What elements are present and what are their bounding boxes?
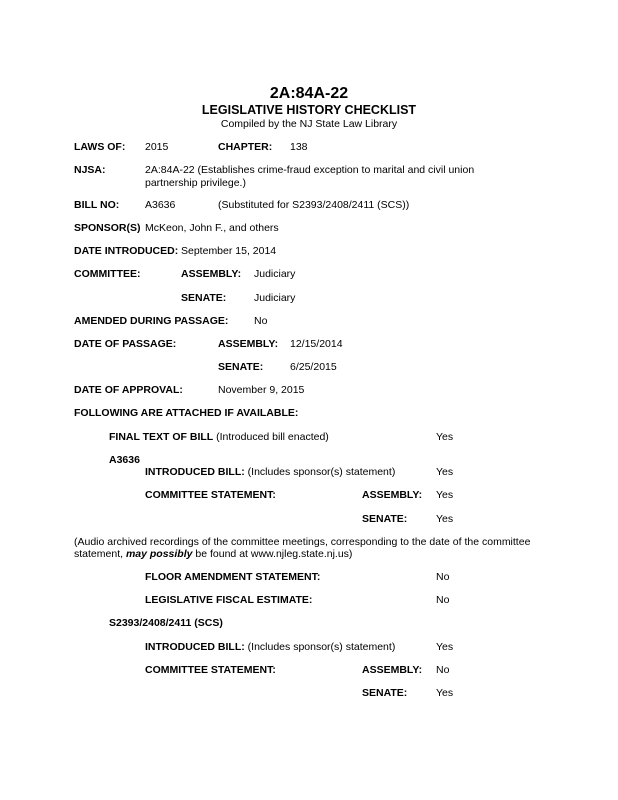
floor-amendment-label: FLOOR AMENDMENT STATEMENT:	[145, 571, 321, 583]
final-text-row	[109, 431, 329, 444]
s2393-senate-value: Yes	[436, 687, 454, 699]
committee-assembly-value: Judiciary	[254, 268, 296, 280]
committee-label: COMMITTEE:	[74, 268, 141, 280]
document-subtitle: LEGISLATIVE HISTORY CHECKLIST	[201, 103, 417, 117]
a3636-introduced-note: (Includes sponsor(s) statement)	[247, 466, 396, 478]
chapter-value: 138	[290, 141, 308, 153]
date-introduced-value: September 15, 2014	[181, 245, 277, 257]
bill-no-value: A3636	[145, 199, 176, 211]
bill-no-note: (Substituted for S2393/2408/2411 (SCS))	[218, 199, 410, 211]
date-of-approval-value: November 9, 2015	[218, 384, 305, 396]
fiscal-estimate-label: LEGISLATIVE FISCAL ESTIMATE:	[145, 594, 313, 606]
s2393-introduced-note: (Includes sponsor(s) statement)	[247, 641, 396, 653]
a3636-introduced-label: INTRODUCED BILL:	[145, 466, 245, 478]
s2393-introduced-label: INTRODUCED BILL:	[145, 641, 245, 653]
date-of-passage-label: DATE OF PASSAGE:	[74, 338, 177, 350]
a3636-committee-label: COMMITTEE STATEMENT:	[145, 489, 276, 501]
audio-note-post: be found at www.njleg.state.nj.us)	[192, 548, 353, 560]
audio-note-pre: statement,	[74, 548, 126, 560]
s2393-label: S2393/2408/2411 (SCS)	[109, 617, 223, 629]
s2393-committee-label: COMMITTEE STATEMENT:	[145, 664, 276, 676]
final-text-label: FINAL TEXT OF BILL	[109, 431, 214, 443]
final-text-value: Yes	[436, 431, 454, 443]
njsa-label: NJSA:	[74, 164, 106, 176]
amended-label: AMENDED DURING PASSAGE:	[74, 315, 229, 327]
sponsors-label: SPONSOR(S)	[74, 222, 141, 234]
njsa-value: 2A:84A-22 (Establishes crime-fraud exception to marital and civil union partnership privilege.)	[145, 164, 475, 190]
passage-assembly-label: ASSEMBLY:	[218, 338, 279, 350]
s2393-introduced-row	[145, 641, 395, 654]
document-title: 2A:84A-22	[269, 85, 349, 102]
floor-amendment-value: No	[436, 571, 450, 583]
a3636-senate-value: Yes	[436, 513, 454, 525]
s2393-assembly-value: No	[436, 664, 450, 676]
audio-note-emphasis: may possibly	[125, 548, 193, 560]
fiscal-estimate-value: No	[436, 594, 450, 606]
committee-assembly-label: ASSEMBLY:	[181, 268, 242, 280]
s2393-assembly-label: ASSEMBLY:	[362, 664, 423, 676]
bill-no-label: BILL NO:	[74, 199, 120, 211]
sponsors-value: McKeon, John F., and others	[145, 222, 279, 234]
laws-of-value: 2015	[145, 141, 169, 153]
laws-of-label: LAWS OF:	[74, 141, 126, 153]
a3636-introduced-value: Yes	[436, 466, 454, 478]
s2393-introduced-value: Yes	[436, 641, 454, 653]
passage-assembly-value: 12/15/2014	[290, 338, 343, 350]
date-of-approval-label: DATE OF APPROVAL:	[74, 384, 183, 396]
s2393-senate-label: SENATE:	[362, 687, 408, 699]
audio-note-line1: (Audio archived recordings of the committee meetings, corresponding to the date of the committee	[74, 536, 531, 548]
chapter-label: CHAPTER:	[218, 141, 273, 153]
date-introduced-label: DATE INTRODUCED:	[74, 245, 179, 257]
committee-senate-value: Judiciary	[254, 292, 296, 304]
a3636-introduced-row	[145, 466, 395, 479]
passage-senate-value: 6/25/2015	[290, 361, 337, 373]
passage-senate-label: SENATE:	[218, 361, 264, 373]
a3636-assembly-label: ASSEMBLY:	[362, 489, 423, 501]
a3636-senate-label: SENATE:	[362, 513, 408, 525]
committee-senate-label: SENATE:	[181, 292, 227, 304]
attached-heading: FOLLOWING ARE ATTACHED IF AVAILABLE:	[74, 407, 299, 419]
audio-note-line2	[74, 548, 352, 561]
a3636-label: A3636	[109, 454, 140, 466]
compiled-by: Compiled by the NJ State Law Library	[220, 118, 398, 130]
final-text-note: (Introduced bill enacted)	[216, 431, 329, 443]
a3636-assembly-value: Yes	[436, 489, 454, 501]
amended-value: No	[254, 315, 268, 327]
